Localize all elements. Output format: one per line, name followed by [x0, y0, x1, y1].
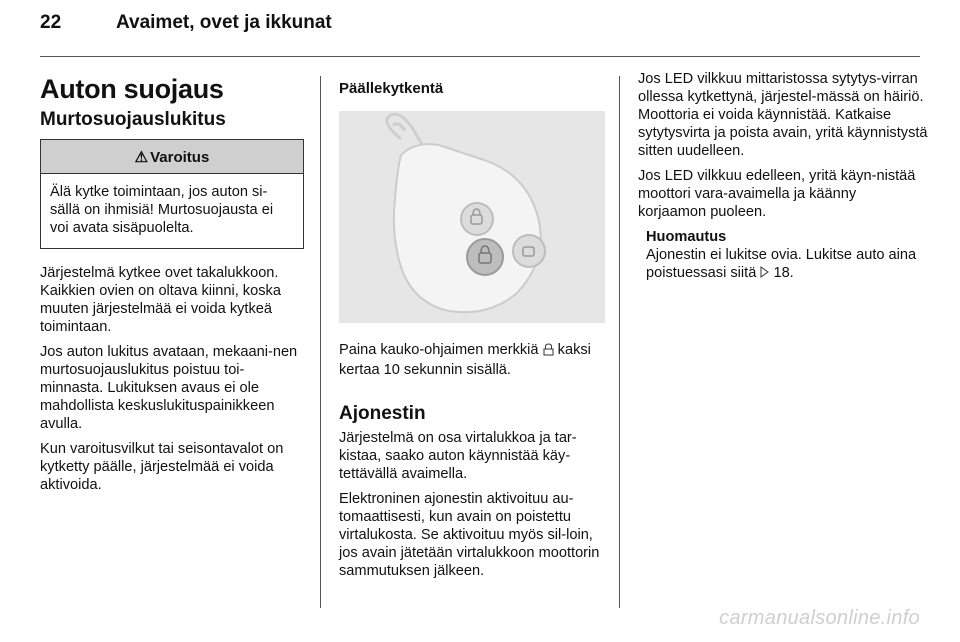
header-rule: [40, 56, 920, 57]
column-2: [339, 70, 605, 587]
chapter-title: Avaimet, ovet ja ikkunat: [116, 12, 332, 33]
note-text-body: Ajonestin ei lukitse ovia. Lukitse auto aina poistuessasi siitä: [646, 247, 917, 281]
car-key-remote-icon: [339, 111, 605, 323]
note-box: [638, 228, 928, 283]
paragraph: Järjestelmä on osa virtalukkoa ja tar-kistaa, saako auton käynnistää käy-tettävällä avaimella.: [339, 430, 577, 482]
instruction-before-icon: Paina kauko-ohjaimen merkkiä: [339, 342, 539, 358]
warning-label: Varoitus: [150, 149, 210, 166]
heading: Päällekytkentä: [339, 80, 444, 97]
paragraph: Järjestelmä kytkee ovet takalukkoon. Kaikkien ovien on oltava kiinni, koska muuten järjestelmää ei voida kytkeä toimintaan.: [40, 265, 281, 335]
watermark: carmanualsonline.info: [719, 607, 920, 629]
paragraph: Kun varoitusvilkut tai seisontavalot on kytketty päälle, järjestelmää ei voida aktivoida.: [40, 441, 284, 493]
section-title-ajonestin: Ajonestin: [339, 403, 426, 424]
page-header: [40, 12, 332, 34]
column-1: [40, 70, 304, 501]
paragraph: Jos LED vilkkuu mittaristossa sytytys-virran ollessa kytkettynä, järjestel-mässä on häiriö. Moottoria ei voida käynnistää. Katkaise sytytysvirta ja poista avain, yritä käynnistystä sitten uudelleen.: [638, 71, 928, 159]
page-reference-icon: [760, 265, 769, 283]
column-3: [638, 70, 928, 290]
warning-triangle-icon: ⚠: [134, 149, 149, 166]
section-title: Auton suojaus: [40, 74, 224, 104]
note-title: Huomautus: [646, 229, 727, 245]
illustration-panel: [339, 111, 605, 323]
column-divider: [320, 76, 321, 608]
note-text: [646, 246, 928, 283]
warning-text: Älä kytke toimintaan, jos auton si-sällä on ihmisiä! Murtosuojausta ei voi avata sisäpuolelta.: [50, 184, 274, 236]
lock-icon: [543, 343, 554, 361]
page-number: 22: [40, 12, 62, 33]
instruction-text: [339, 341, 605, 379]
instruction-after-icon: kaksi kertaa 10 sekunnin sisällä.: [339, 342, 591, 378]
note-ref-page[interactable]: 18.: [773, 265, 794, 281]
subsection-title: Murtosuojauslukitus: [40, 109, 226, 130]
paragraph: Jos auton lukitus avataan, mekaani-nen murtosuojauslukitus poistuu toi-minnasta. Lukituksen avaus ei ole mahdollista keskuslukituspainikkeen avulla.: [40, 344, 298, 432]
warning-box: [40, 139, 304, 249]
paragraph: Elektroninen ajonestin aktivoituu au-tomaattisesti, kun avain on poistettu virtalukosta. Se aktivoituu myös sil-loin, jos avain jätetään virtalukkoon moottorin sammutuksen jälkeen.: [339, 491, 600, 579]
paragraph: Jos LED vilkkuu edelleen, yritä käyn-nistää moottori vara-avaimella ja käänny korjaamon puoleen.: [638, 168, 916, 220]
warning-header: [41, 140, 303, 174]
column-divider: [619, 76, 620, 608]
